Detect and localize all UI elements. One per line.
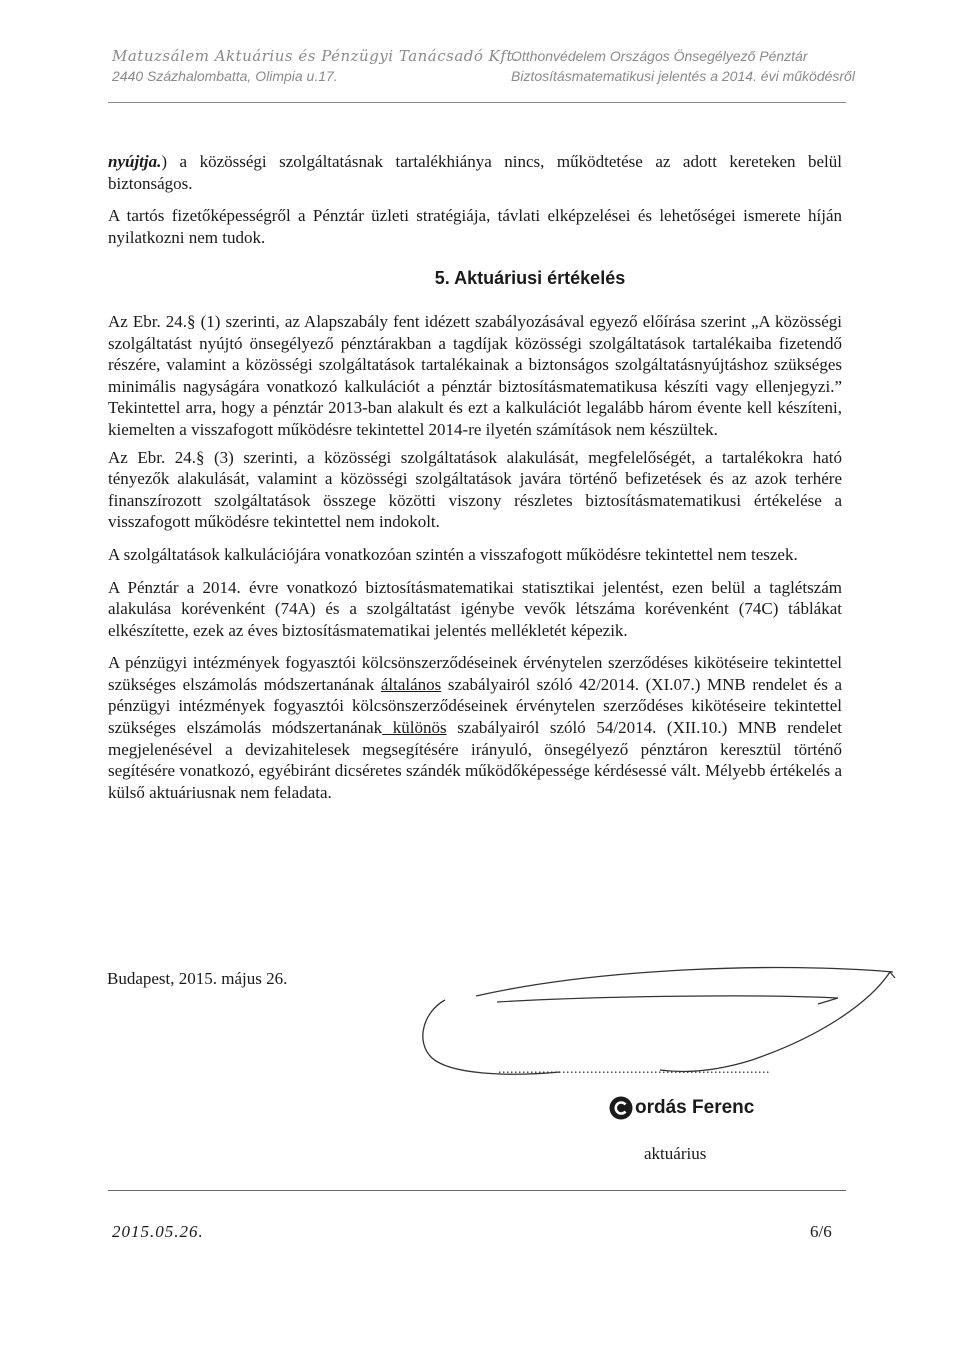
paragraph-1-lead: nyújtja.	[108, 152, 162, 171]
company-address: 2440 Százhalombatta, Olimpia u.17.	[112, 68, 338, 84]
paragraph-3: Az Ebr. 24.§ (1) szerinti, az Alapszabály fent idézett szabályozásával egyező előírása szerint „A közösségi szolgáltatást nyújtó önsegélyező pénztárakban a tagdíjak közösségi szolgáltatások tartalékaiba fizetendő részére, valamint a közösségi szolgáltatások tartalékainak a biztonságos szolgáltatásnyújtáshoz szükséges minimális nagyságára vonatkozó kalkulációt a pénztár biztosításmatematikusa készíti vagy ellenjegyzi.” Tekintettel arra, hogy a pénztár 2013-ban alakult és ezt a kalkulációt legalább három évente kell készíteni, kiemelten a visszafogott működésre tekintettel 2014-re ilyetén számítások nem készültek.	[108, 311, 842, 439]
paragraph-7-part-c: szabályairól szóló 54/2014. (XII.10.) MNB rendelet megjelenésével a devizahitelesek megsegítésére irányuló, önsegélyező pénztáron keresztül történő segítésére vonatkozó, egyébiránt dicséretes szándék működőképessége kérdésessé vált. Mélyebb értékelés a külső aktuáriusnak nem feladata.	[108, 718, 842, 802]
signer-name-text: ordás Ferenc	[635, 1097, 755, 1118]
section-title: 5. Aktuáriusi értékelés	[434, 268, 626, 289]
paragraph-7-part-b: szabályairól szóló 42/2014. (XI.07.) MNB rendelet és a pénzügyi intézmények fogyasztói kölcsönszerződéseinek érvénytelen szerződéses kikötéseire tekintettel szükséges elszámolás módszertanának	[108, 674, 842, 738]
header-right	[511, 46, 855, 86]
footer-divider	[108, 1190, 846, 1191]
place-date: Budapest, 2015. május 26.	[107, 969, 288, 988]
document-body	[108, 151, 842, 814]
fund-name: Otthonvédelem Országos Önsegélyező Pénztár	[511, 48, 808, 64]
page-number: 6/6	[810, 1222, 832, 1241]
paragraph-1-rest: ) a közösségi szolgáltatásnak tartalékhiánya nincs, működtetése az adott kereteken belül biztonságos.	[108, 152, 842, 193]
paragraph-6: A Pénztár a 2014. évre vonatkozó biztosításmatematikai statisztikai jelentést, ezen belül a taglétszám alakulása korévenként (74A) és a szolgáltatást igénybe vevők létszáma korévenként (74C) táblákat elkészítette, ezek az éves biztosításmatematikai jelentés mellékletét képezik.	[108, 577, 842, 640]
underlined-general: általános	[380, 674, 442, 694]
header-left	[112, 46, 518, 86]
signer-role: aktuárius	[644, 1144, 707, 1163]
paragraph-4: Az Ebr. 24.§ (3) szerinti, a közösségi szolgáltatások alakulását, megfelelőségét, a tartalékokra ható tényezők alakulását, valamint a közösségi szolgáltatások javára történő befizetések és az azok terhére finanszírozott szolgáltatások összege közötti viszony részletes biztosításmatematikusi értékelése a visszafogott működésre tekintettel nem indokolt.	[108, 447, 842, 532]
paragraph-7	[108, 652, 842, 803]
paragraph-1	[108, 151, 842, 194]
paragraph-2: A tartós fizetőképességről a Pénztár üzleti stratégiája, távlati elképzelései és lehetőségei ismerete híján nyilatkozni nem tudok.	[108, 206, 842, 247]
report-title: Biztosításmatematikusi jelentés a 2014. évi működésről	[511, 68, 855, 84]
paragraph-5: A szolgáltatások kalkulációjára vonatkozóan szintén a visszafogott működésre tekintettel nem teszek.	[108, 544, 798, 564]
footer-date: 2015.05.26.	[112, 1222, 204, 1241]
initial-c-logo-icon	[608, 1095, 634, 1121]
signer-name	[608, 1095, 754, 1121]
header-divider	[108, 102, 846, 103]
underlined-specific: különös	[382, 718, 447, 738]
company-name: Matuzsálem Aktuárius és Pénzügyi Tanácsadó Kft.	[112, 47, 519, 65]
signature-line: ....................................................................	[498, 1062, 770, 1077]
paragraph-7-part-a: A pénzügyi intézmények fogyasztói kölcsönszerződéseinek érvénytelen szerződéses kikötéseire tekintettel szükséges elszámolás módszertanának	[108, 653, 842, 694]
